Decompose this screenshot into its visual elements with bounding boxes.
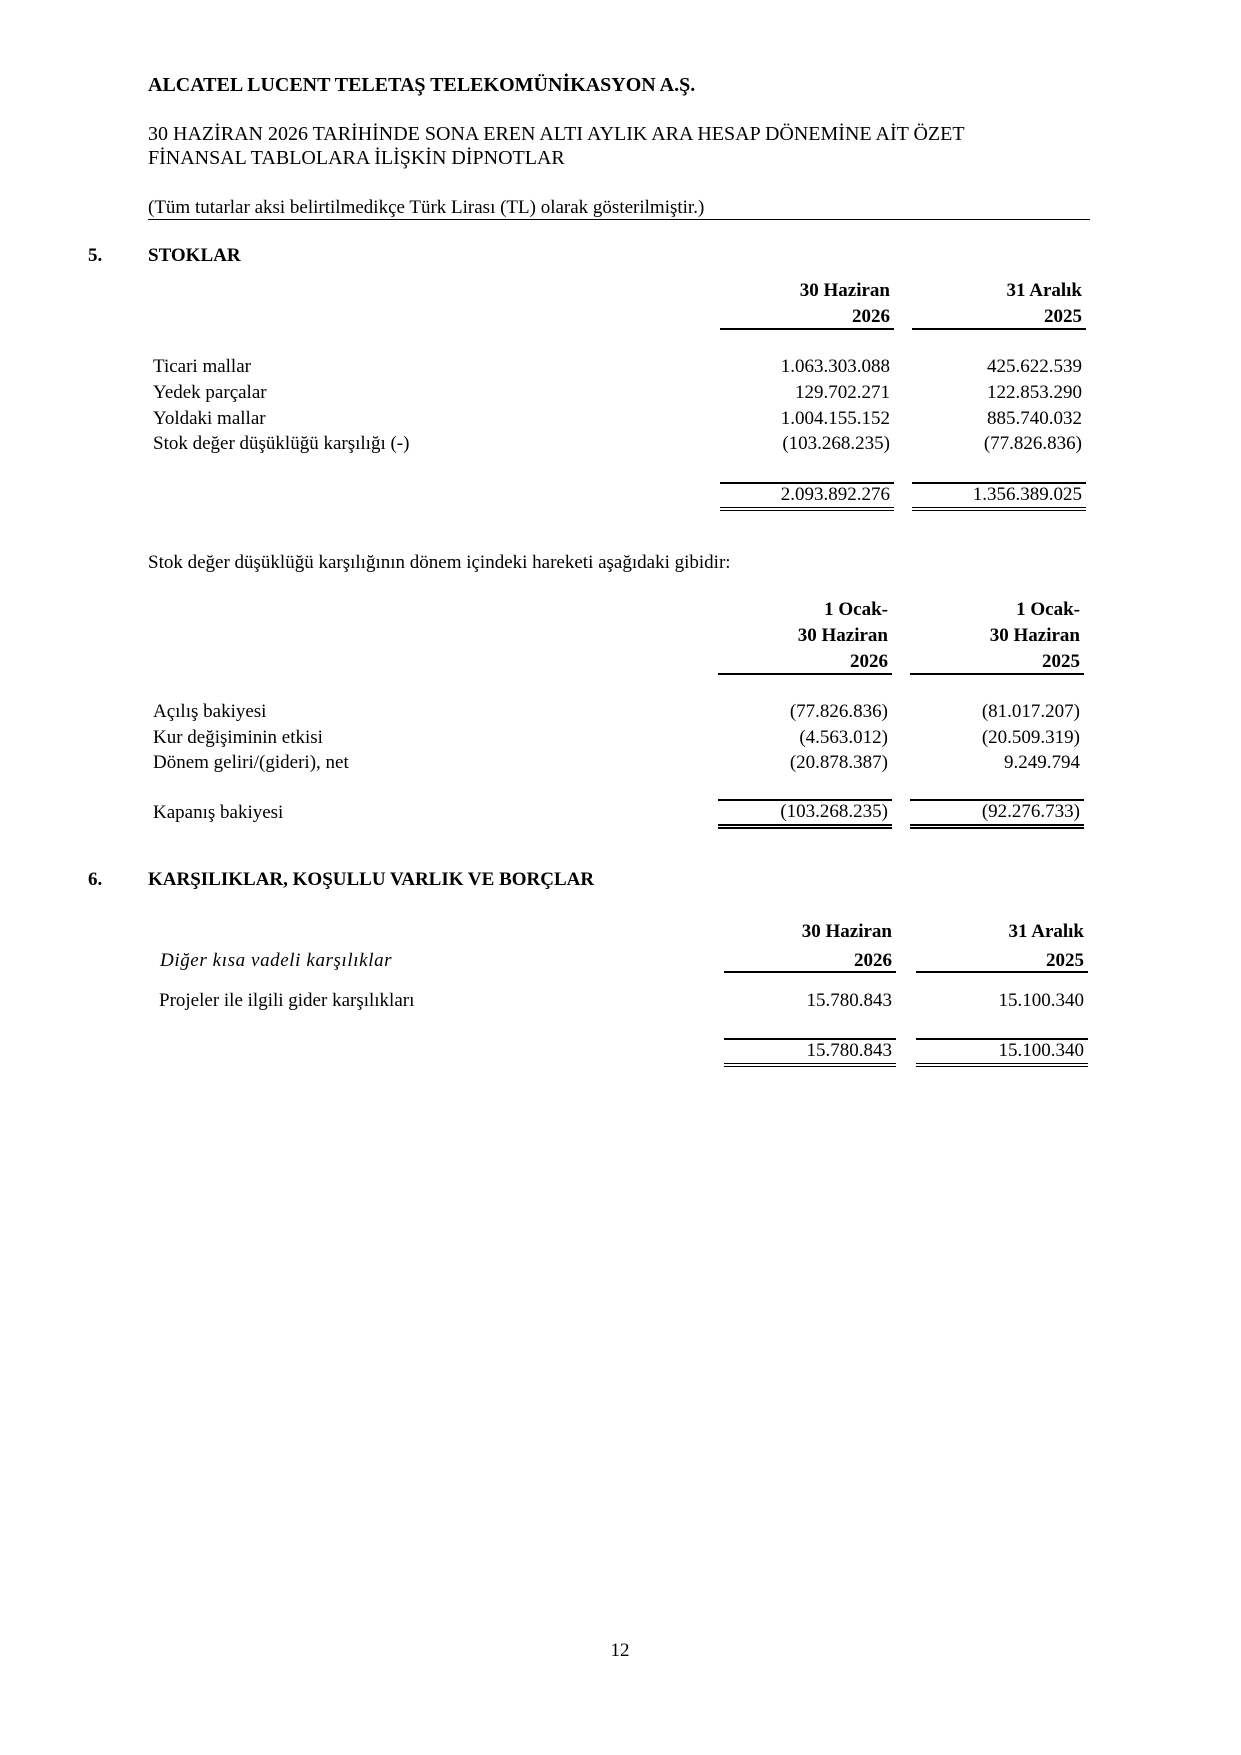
t2-closing-double-rule (718, 824, 892, 829)
t2-row-label: Kur değişiminin etkisi (153, 727, 323, 748)
section-6-title: KARŞILIKLAR, KOŞULLU VARLIK VE BORÇLAR (148, 869, 595, 890)
t3-subtitle: Diğer kısa vadeli karşılıklar (160, 950, 393, 971)
t2-row-value-2026: (77.826.836) (789, 701, 888, 722)
t3-col2-header-rule (916, 971, 1088, 973)
t1-col2-header-line2: 2025 (1044, 306, 1082, 327)
report-title-line2: FİNANSAL TABLOLARA İLİŞKİN DİPNOTLAR (148, 147, 565, 169)
t2-col2-header-line1: 1 Ocak- (1016, 599, 1080, 620)
t2-row-label: Dönem geliri/(gideri), net (153, 752, 349, 773)
t1-total-double-rule (912, 507, 1086, 511)
t1-col1-header-rule (720, 328, 894, 330)
t1-row-value-2026: 1.004.155.152 (780, 408, 890, 429)
t1-col1-header-line1: 30 Haziran (799, 280, 890, 301)
report-title-line1: 30 HAZİRAN 2026 TARİHİNDE SONA EREN ALTI AYLIK ARA HESAP DÖNEMİNE AİT ÖZET (148, 123, 965, 145)
movement-intro: Stok değer düşüklüğü karşılığının dönem içindeki hareketi aşağıdaki gibidir: (148, 552, 731, 573)
t3-total-2026: 15.780.843 (806, 1040, 892, 1061)
t2-col1-header-line3: 2026 (850, 651, 888, 672)
t2-closing-label: Kapanış bakiyesi (153, 802, 284, 823)
t3-col1-header-line2: 2026 (854, 950, 892, 971)
t1-col2-header-line1: 31 Aralık (1006, 280, 1082, 301)
t1-row-label: Yoldaki mallar (153, 408, 266, 429)
t1-row-value-2026: 129.702.271 (795, 382, 890, 403)
t2-col2-header-line2: 30 Haziran (989, 625, 1080, 646)
t1-row-value-2026: 1.063.303.088 (780, 356, 890, 377)
t2-closing-2026: (103.268.235) (780, 801, 888, 822)
t3-row-label: Projeler ile ilgili gider karşılıkları (159, 990, 415, 1011)
section-5-number: 5. (88, 245, 103, 266)
section-6-number: 6. (88, 869, 103, 890)
t3-total-double-rule (724, 1063, 896, 1067)
t2-row-value-2026: (20.878.387) (789, 752, 888, 773)
t1-total-2026: 2.093.892.276 (780, 484, 890, 505)
t3-col1-header-rule (724, 971, 896, 973)
t2-col1-header-line2: 30 Haziran (797, 625, 888, 646)
t2-col1-header-rule (718, 673, 892, 675)
t1-row-value-2025: 425.622.539 (987, 356, 1082, 377)
t3-total-2025: 15.100.340 (998, 1040, 1084, 1061)
t1-total-2025: 1.356.389.025 (972, 484, 1082, 505)
t1-row-value-2025: 885.740.032 (987, 408, 1082, 429)
t1-row-label: Ticari mallar (153, 356, 251, 377)
t3-col1-header-line1: 30 Haziran (801, 921, 892, 942)
t1-row-value-2025: 122.853.290 (987, 382, 1082, 403)
t3-col2-header-line1: 31 Aralık (1008, 921, 1084, 942)
currency-note: (Tüm tutarlar aksi belirtilmedikçe Türk Lirası (TL) olarak gösterilmiştir.) (148, 197, 705, 218)
t3-row-value-2026: 15.780.843 (806, 990, 892, 1011)
t2-closing-2025: (92.276.733) (981, 801, 1080, 822)
header-rule (148, 219, 1090, 220)
t1-row-label: Yedek parçalar (153, 382, 267, 403)
page-number: 12 (610, 1640, 630, 1661)
t2-row-value-2026: (4.563.012) (799, 727, 888, 748)
t2-col2-header-line3: 2025 (1042, 651, 1080, 672)
t2-col2-header-rule (910, 673, 1084, 675)
t3-row-value-2025: 15.100.340 (998, 990, 1084, 1011)
t1-row-value-2026: (103.268.235) (782, 433, 890, 454)
t1-col1-header-line2: 2026 (852, 306, 890, 327)
t2-row-value-2025: (81.017.207) (981, 701, 1080, 722)
t3-col2-header-line2: 2025 (1046, 950, 1084, 971)
company-name: ALCATEL LUCENT TELETAŞ TELEKOMÜNİKASYON A.Ş. (148, 74, 696, 96)
t2-row-label: Açılış bakiyesi (153, 701, 267, 722)
t1-row-label: Stok değer düşüklüğü karşılığı (-) (153, 433, 410, 454)
t1-total-double-rule (720, 507, 894, 511)
t2-row-value-2025: 9.249.794 (1004, 752, 1080, 773)
t3-total-double-rule (916, 1063, 1088, 1067)
t2-col1-header-line1: 1 Ocak- (824, 599, 888, 620)
t2-row-value-2025: (20.509.319) (981, 727, 1080, 748)
t2-closing-double-rule (910, 824, 1084, 829)
t1-row-value-2025: (77.826.836) (983, 433, 1082, 454)
t1-col2-header-rule (912, 328, 1086, 330)
section-5-title: STOKLAR (148, 245, 241, 266)
